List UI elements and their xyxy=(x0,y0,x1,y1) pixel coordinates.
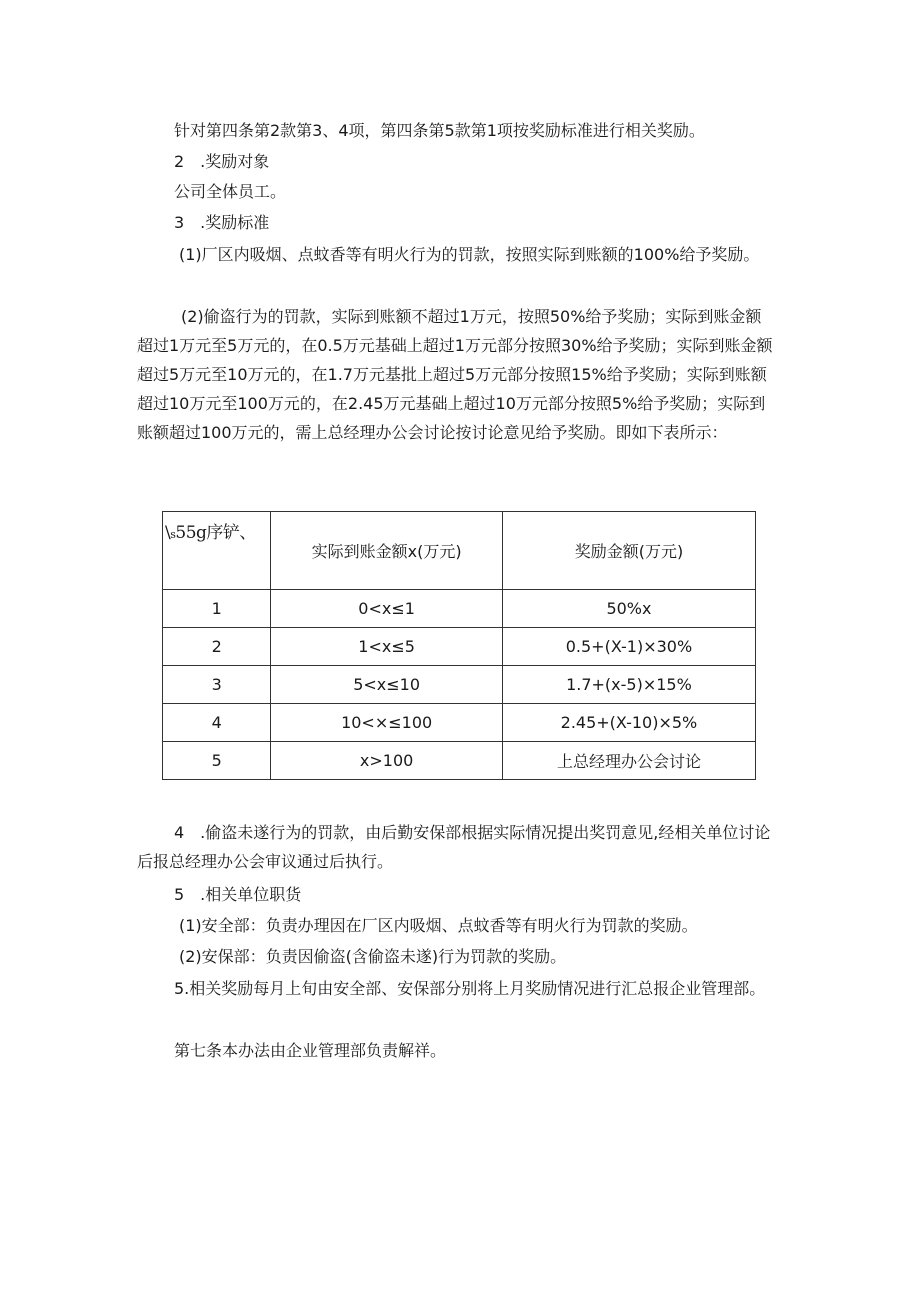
table-row xyxy=(163,628,756,666)
paragraph-attempted-theft: 4 .偷盗未遂行为的罚款，由后勤安保部根据实际情况提出奖罚意见,经相关单位讨论后报总经理办公会审议通过后执行。 xyxy=(137,823,771,871)
table-header-row xyxy=(163,512,756,590)
table-row xyxy=(163,742,756,780)
heading-reward-standard: 3 .奖励标准 xyxy=(174,213,270,232)
row-range: 5<x≤10 xyxy=(271,666,503,704)
row-number: 3 xyxy=(163,666,271,704)
row-range: 0<x≤1 xyxy=(271,590,503,628)
heading-reward-target: 2 .奖励对象 xyxy=(174,152,270,171)
row-reward: 2.45+(X-10)×5% xyxy=(502,704,755,742)
column-header-reward: 奖励金额(万元) xyxy=(502,512,755,590)
reward-table xyxy=(162,511,756,780)
paragraph-reward-basis: 针对第四条第2款第3、4项，第四条第5款第1项按奖励标准进行相关奖励。 xyxy=(174,121,705,140)
heading-unit-duties: 5 .相关单位职货 xyxy=(174,885,302,904)
row-reward: 50%x xyxy=(502,590,755,628)
table-corner-cell: \s55g序铲、 xyxy=(163,512,271,590)
column-header-amount: 实际到账金额x(万元) xyxy=(271,512,503,590)
row-number: 5 xyxy=(163,742,271,780)
table-row xyxy=(163,666,756,704)
table-row xyxy=(163,590,756,628)
row-number: 1 xyxy=(163,590,271,628)
row-reward: 0.5+(X-1)×30% xyxy=(502,628,755,666)
paragraph-interpretation: 第七条本办法由企业管理部负责解祥。 xyxy=(174,1041,447,1060)
row-range: 1<x≤5 xyxy=(271,628,503,666)
row-range: 10<×≤100 xyxy=(271,704,503,742)
paragraph-fire-penalty: (1)厂区内吸烟、点蚊香等有明火行为的罚款，按照实际到账额的100%给予奖励。 xyxy=(179,245,760,264)
table-row xyxy=(163,704,756,742)
paragraph-monthly-report: 5.相关奖励每月上旬由安全部、安保部分别将上月奖励情况进行汇总报企业管理部。 xyxy=(174,979,766,998)
paragraph-security-dept: (2)安保部：负责因偷盗(含偷盗未遂)行为罚款的奖励。 xyxy=(179,947,567,966)
paragraph-all-staff: 公司全体员工。 xyxy=(174,182,287,201)
row-reward: 1.7+(x-5)×15% xyxy=(502,666,755,704)
row-range: x>100 xyxy=(271,742,503,780)
row-number: 4 xyxy=(163,704,271,742)
row-number: 2 xyxy=(163,628,271,666)
row-reward: 上总经理办公会讨论 xyxy=(502,742,755,780)
paragraph-theft-penalty: (2)偷盗行为的罚款，实际到账额不超过1万元，按照50%给予奖励；实际到账金额超过1万元至5万元的，在0.5万元基础上超过1万元部分按照30%给予奖励；实际到账金额超过5万元至10万元的，在1.7万元基批上超过5万元部分按照15%给予奖励；实际到账额超过10万元至100万元的，在2.45万元基础上超过10万元部分按照5%给予奖励；实际到账额超过100万元的，需上总经理办公会讨论按讨论意见给予奖励。即如下表所示： xyxy=(137,307,773,442)
paragraph-safety-dept: (1)安全部：负责办理因在厂区内吸烟、点蚊香等有明火行为罚款的奖励。 xyxy=(179,916,698,935)
